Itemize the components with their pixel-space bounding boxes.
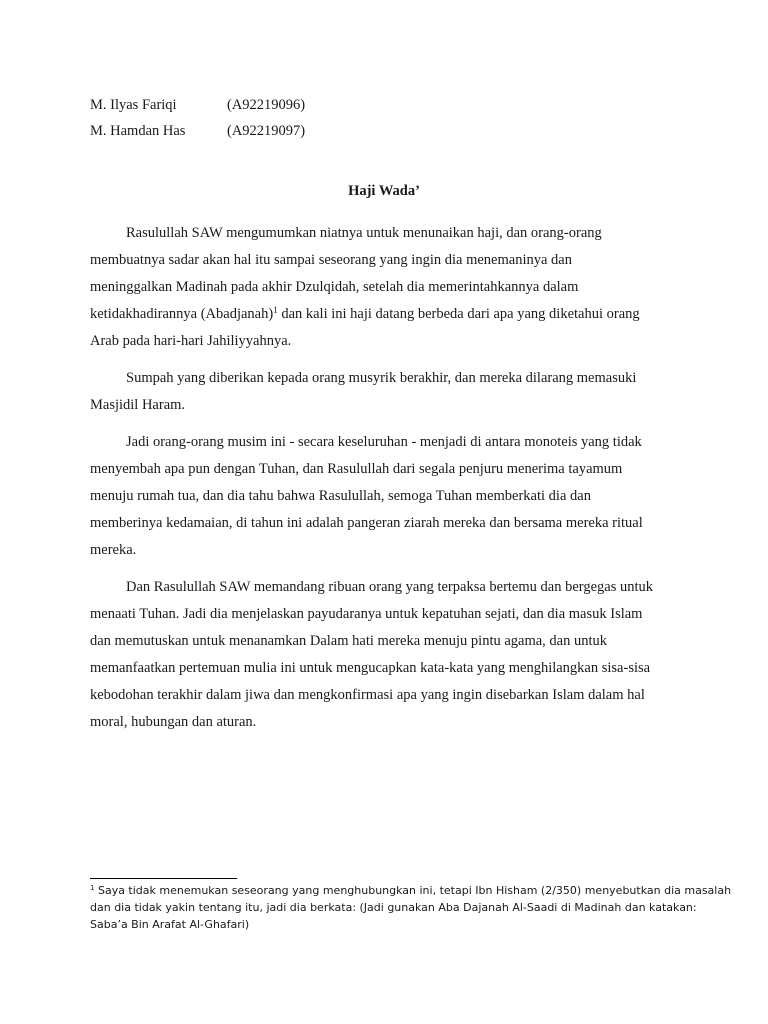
- paragraph-1: [90, 220, 665, 355]
- author-name: M. Hamdan Has: [90, 123, 186, 139]
- text-line: Sumpah yang diberikan kepada orang musyrik berakhir, dan mereka dilarang memasuki: [126, 370, 637, 386]
- author-row: [90, 118, 305, 144]
- paragraph-3: [90, 429, 665, 564]
- text-line: membuatnya sadar akan hal itu sampai seseorang yang ingin dia menemaninya dan: [90, 252, 572, 268]
- author-id: (A92219097): [227, 123, 306, 139]
- text-line: dan memutuskan untuk menanamkan Dalam hati mereka menuju pintu agama, dan untuk: [90, 633, 608, 649]
- text-line: menuju rumah tua, dan dia tahu bahwa Rasulullah, semoga Tuhan memberkati dia dan: [90, 488, 591, 504]
- footnote: [90, 882, 732, 933]
- author-id: (A92219096): [227, 97, 306, 113]
- text-line: memanfaatkan pertemuan mulia ini untuk mengucapkan kata-kata yang menghilangkan sisa-sisa: [90, 660, 651, 676]
- author-row: [90, 92, 305, 118]
- footnote-marker: 1: [90, 884, 95, 892]
- document-title: Haji Wada’: [348, 183, 420, 199]
- footnote-line: dan dia tidak yakin tentang itu, jadi dia berkata: (Jadi gunakan Aba Dajanah Al-Saadi di Madinah dan katakan:: [90, 901, 697, 914]
- paragraph-4: [90, 574, 665, 736]
- text-line: Jadi orang-orang musim ini - secara keseluruhan - menjadi di antara monoteis yang tidak: [126, 434, 642, 450]
- text-line: Rasulullah SAW mengumumkan niatnya untuk menunaikan haji, dan orang-orang: [126, 225, 602, 241]
- text-line: mereka.: [90, 542, 137, 558]
- footnote-separator: [90, 878, 237, 879]
- footnote-line: Saba’a Bin Arafat Al-Ghafari): [90, 918, 250, 931]
- text-line: meninggalkan Madinah pada akhir Dzulqidah, setelah dia memerintahkannya dalam: [90, 279, 579, 295]
- text-line: [90, 301, 665, 328]
- footnote-reference[interactable]: 1: [273, 305, 278, 315]
- text-line: moral, hubungan dan aturan.: [90, 714, 257, 730]
- text-line: menaati Tuhan. Jadi dia menjelaskan payudaranya untuk kepatuhan sejati, dan dia masuk Islam: [90, 606, 643, 622]
- text-line: memberinya kedamaian, di tahun ini adalah pangeran ziarah mereka dan bersama mereka ritual: [90, 515, 643, 531]
- text-line: menyembah apa pun dengan Tuhan, dan Rasulullah dari segala penjuru menerima tayamum: [90, 461, 623, 477]
- text-fragment: ketidakhadirannya (Abadjanah): [90, 306, 274, 322]
- author-list: [90, 92, 305, 144]
- paragraph-2: [90, 365, 665, 419]
- footnote-text: Saya tidak menemukan seseorang yang menghubungkan ini, tetapi Ibn Hisham (2/350) menyebutkan dia masalah: [94, 884, 732, 897]
- text-line: kebodohan terakhir dalam jiwa dan mengkonfirmasi apa yang ingin disebarkan Islam dalam hal: [90, 687, 645, 703]
- text-line: Masjidil Haram.: [90, 397, 186, 413]
- document-body: [90, 220, 665, 736]
- footnote-line: [90, 882, 732, 899]
- text-line: Dan Rasulullah SAW memandang ribuan orang yang terpaksa bertemu dan bergegas untuk: [126, 579, 654, 595]
- text-fragment: dan kali ini haji datang berbeda dari apa yang diketahui orang: [277, 306, 640, 322]
- author-name: M. Ilyas Fariqi: [90, 97, 177, 113]
- text-line: Arab pada hari-hari Jahiliyyahnya.: [90, 333, 292, 349]
